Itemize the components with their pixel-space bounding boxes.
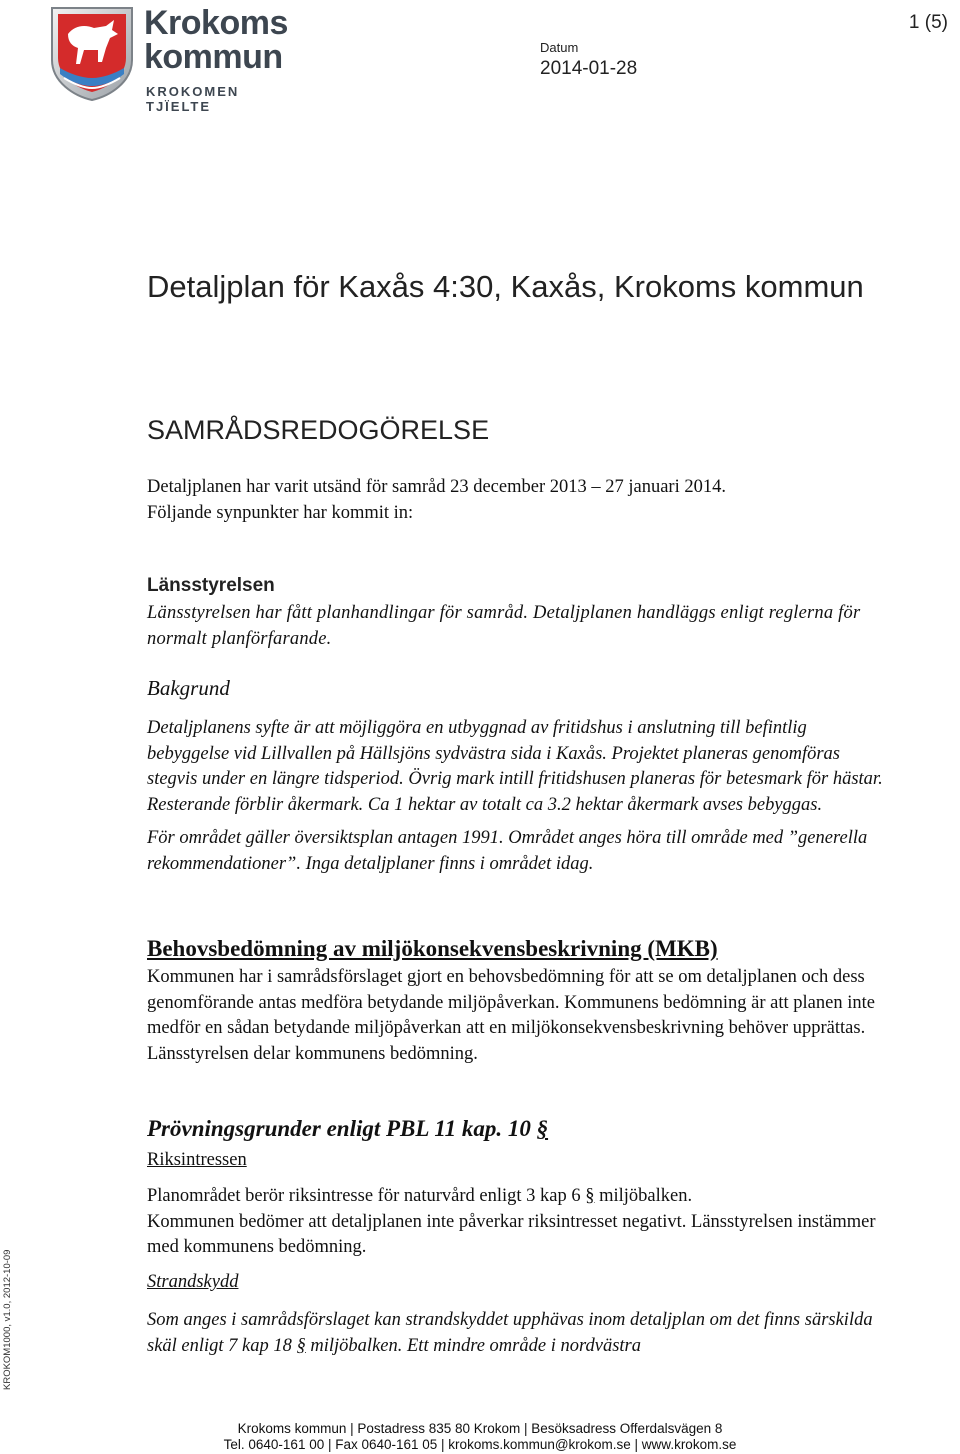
paragraph: Kommunen bedömer att detaljplanen inte påverkar riksintresset negativt. Länsstyrelsen instämmer med kommunens bedömning. [147,1211,876,1257]
paragraph [147,1308,887,1359]
section-heading-provningsgrunder [147,1116,548,1142]
strandskydd-section [147,1308,887,1359]
paragraph: För området gäller översiktsplan antagen 1991. Området anges höra till område med ”generella rekommendationer”. Inga detaljplaner finns i området idag. [147,828,868,874]
municipality-logo [48,4,308,114]
page-number: 1 (5) [908,12,948,33]
riksintressen-section [147,1184,887,1261]
document-title: Detaljplan för Kaxås 4:30, Kaxås, Krokoms kommun [147,269,864,304]
bakgrund-section [147,716,887,877]
date-value: 2014-01-28 [540,58,638,79]
date-label: Datum [540,40,579,55]
section-symbol: § [585,1186,595,1206]
template-version: KROKOM1000, v1.0, 2012-10-09 [2,1249,13,1390]
section-symbol: § [536,1116,549,1141]
footer-contact: Tel. 0640-161 00 | Fax 0640-161 05 | krokoms.kommun@krokom.se | www.krokom.se [223,1437,737,1452]
section-heading-lansstyrelsen: Länsstyrelsen [147,575,275,596]
logo-line-1: Krokoms [144,4,288,42]
paragraph: Länsstyrelsen har fått planhandlingar för samråd. Detaljplanen handläggs enligt reglerna för normalt planförfarande. [147,603,861,649]
section-symbol: § [296,1335,306,1356]
section-heading-mkb: Behovsbedömning av miljökonsekvensbeskrivning (MKB) [147,936,718,961]
subheading-riksintressen: Riksintressen [147,1150,247,1170]
mkb-section [147,965,887,1067]
text-run: Som anges i samrådsförslaget kan strandskyddet upphävas inom detaljplan om det finns särskilda skäl enligt 7 kap 18 [147,1310,873,1356]
intro-line: Följande synpunkter har kommit in: [147,502,414,523]
footer-address: Krokoms kommun | Postadress 835 80 Krokom | Besöksadress Offerdalsvägen 8 [237,1421,723,1436]
intro-section [147,475,887,526]
logo-line-2: kommun [144,38,283,76]
section-heading-bakgrund: Bakgrund [147,676,230,700]
subheading-strandskydd: Strandskydd [147,1272,239,1292]
text-run: miljöbalken. [594,1186,693,1206]
text-run: Planområdet berör riksintresse för naturvård enligt 3 kap 6 [147,1186,586,1206]
coat-of-arms-icon [48,4,136,102]
intro-line: Detaljplanen har varit utsänd för samråd 23 december 2013 – 27 januari 2014. [147,477,726,497]
paragraph: Detaljplanens syfte är att möjliggöra en utbyggnad av fritidshus i anslutning till befintlig bebyggelse vid Lillvallen på Hällsjöns sydvästra sida i Kaxås. Projektet planeras genomföras stegvis under en längre tidsperiod. Övrig mark intill fritidshusen planeras för betesmark för hästar. Resterande förblir åkermark. Ca 1 hektar av totalt ca 3.2 hektar åkermark avses bebyggas. [147,718,883,815]
logo-subtitle: KROKOMEN TJÏELTE [146,84,240,114]
lansstyrelsen-text [147,601,887,652]
logo-wordmark [144,6,288,74]
heading-text: Prövningsgrunder enligt PBL 11 kap. 10 [147,1116,531,1141]
paragraph: Kommunen har i samrådsförslaget gjort en behovsbedömning för att se om detaljplanen och dess genomförande antas medföra betydande miljöpåverkan. Kommunens bedömning är att planen inte medför en sådan betydande miljöpåverkan att en miljökonsekvensbeskrivning behöver upprättas. Länsstyrelsen delar kommunens bedömning. [147,967,875,1064]
document-subtitle: SAMRÅDSREDOGÖRELSE [147,415,490,445]
text-run: miljöbalken. Ett mindre område i nordvästra [305,1335,641,1356]
paragraph [147,1184,887,1210]
